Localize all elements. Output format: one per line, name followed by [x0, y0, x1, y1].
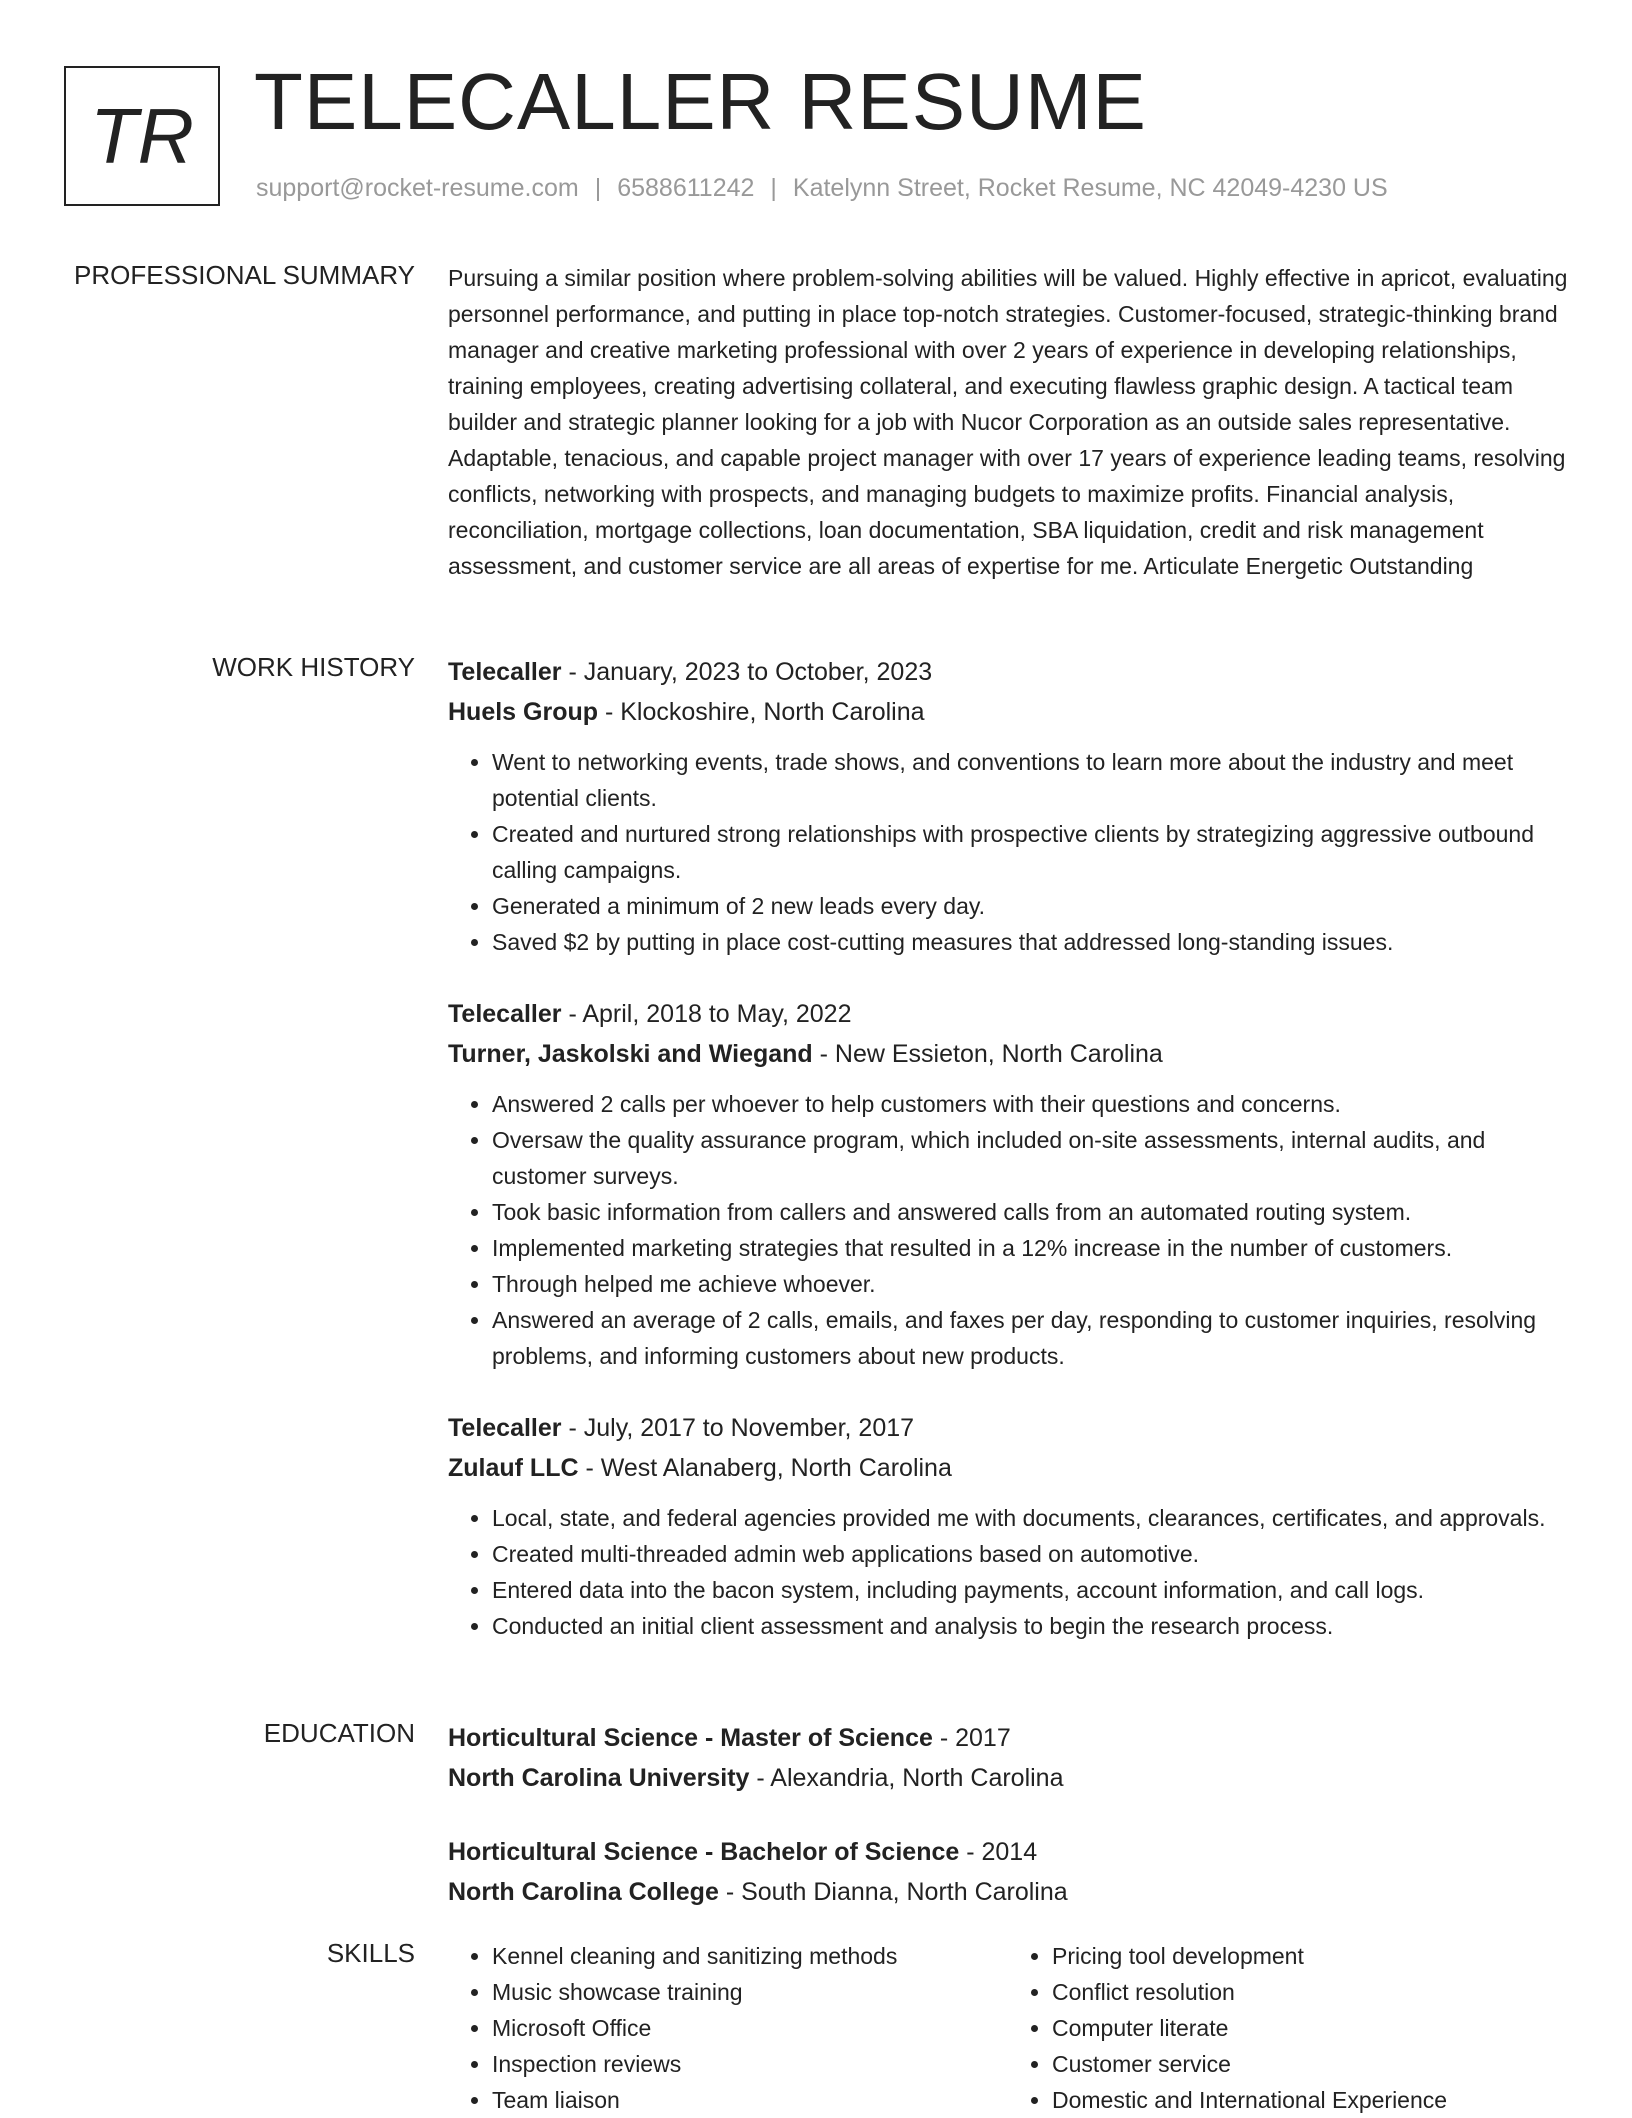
skill-item: • Music showcase training — [492, 1974, 1008, 2010]
skills-body — [448, 1938, 1568, 2118]
skill-item: • Inspection reviews — [492, 2046, 1008, 2082]
degree-line — [448, 1832, 1568, 1872]
degree-year: - 2014 — [959, 1838, 1038, 1866]
section-label: SKILLS — [326, 1938, 415, 1968]
contact-phone: 6588611242 — [617, 174, 755, 202]
job-dates: - April, 2018 to May, 2022 — [561, 1000, 852, 1028]
job-company: Zulauf LLC — [448, 1454, 579, 1482]
education-entry — [448, 1832, 1568, 1912]
list-item: • Generated a minimum of 2 new leads every day. — [492, 888, 1568, 924]
job-title: Telecaller — [448, 1000, 562, 1028]
list-item: • Saved $2 by putting in place cost-cutting measures that addressed long-standing issues. — [492, 924, 1568, 960]
contact-email: support@rocket-resume.com — [256, 174, 579, 202]
education-body — [448, 1718, 1568, 1946]
list-item: • Went to networking events, trade shows, and conventions to learn more about the industry and meet potential clients. — [492, 744, 1568, 816]
contact-address: Katelynn Street, Rocket Resume, NC 42049-4230 US — [792, 174, 1388, 202]
job-entry — [448, 1408, 1568, 1644]
skills-grid — [448, 1938, 1568, 2118]
job-title-line — [448, 652, 1568, 692]
school-line — [448, 1758, 1568, 1798]
skill-item: • Domestic and International Experience — [1052, 2082, 1568, 2118]
list-item: • Answered 2 calls per whoever to help customers with their questions and concerns. — [492, 1086, 1568, 1122]
skill-item: • Kennel cleaning and sanitizing methods — [492, 1938, 1008, 1974]
degree-year: - 2017 — [932, 1724, 1011, 1752]
section-label: EDUCATION — [263, 1718, 415, 1748]
degree-line — [448, 1718, 1568, 1758]
section-label: WORK HISTORY — [212, 652, 415, 682]
school-location: - Alexandria, North Carolina — [749, 1764, 1064, 1792]
school: North Carolina College — [448, 1878, 719, 1906]
job-dates: - July, 2017 to November, 2017 — [561, 1414, 915, 1442]
skills-column-right — [1008, 1938, 1568, 2118]
job-title-line — [448, 1408, 1568, 1448]
degree: Horticultural Science - Bachelor of Science — [448, 1838, 960, 1866]
skill-item: • Microsoft Office — [492, 2010, 1008, 2046]
job-bullets — [448, 744, 1568, 960]
job-location: - Klockoshire, North Carolina — [598, 698, 925, 726]
skill-item: • Customer service — [1052, 2046, 1568, 2082]
summary-text: Pursuing a similar position where problem-solving abilities will be valued. Highly effective in apricot, evaluating personnel performance, and putting in place top-notch strategies. Customer-focused, strategic-thinking brand manager and creative marketing professional with over 2 years of experience in developing relationships, training employees, creating advertising collateral, and executing flawless graphic design. A tactical team builder and strategic planner looking for a job with Nucor Corporation as an outside sales representative. Adaptable, tenacious, and capable project manager with over 17 years of experience leading teams, resolving conflicts, networking with prospects, and managing budgets to maximize profits. Financial analysis, reconciliation, mortgage collections, loan documentation, SBA liquidation, credit and risk management assessment, and customer service are all areas of expertise for me. Articulate Energetic Outstanding — [448, 265, 1568, 579]
contact-line — [256, 174, 1388, 203]
job-bullets — [448, 1500, 1568, 1644]
contact-separator: | — [770, 174, 777, 202]
job-company: Huels Group — [448, 698, 599, 726]
list-item: • Implemented marketing strategies that resulted in a 12% increase in the number of customers. — [492, 1230, 1568, 1266]
monogram-logo: TR — [64, 66, 220, 206]
list-item: • Conducted an initial client assessment and analysis to begin the research process. — [492, 1608, 1568, 1644]
list-item: • Created multi-threaded admin web applications based on automotive. — [492, 1536, 1568, 1572]
job-title: Telecaller — [448, 1414, 562, 1442]
school: North Carolina University — [448, 1764, 750, 1792]
work-history-body — [448, 652, 1568, 1678]
list-item: • Local, state, and federal agencies provided me with documents, clearances, certificates, and approvals. — [492, 1500, 1568, 1536]
job-location: - New Essieton, North Carolina — [812, 1040, 1163, 1068]
list-item: • Oversaw the quality assurance program, which included on-site assessments, internal audits, and customer surveys. — [492, 1122, 1568, 1194]
resume-title: TELECALLER RESUME — [254, 57, 1147, 146]
skill-item: • Pricing tool development — [1052, 1938, 1568, 1974]
skills-column-left — [448, 1938, 1008, 2118]
education-entry — [448, 1718, 1568, 1798]
job-company: Turner, Jaskolski and Wiegand — [448, 1040, 813, 1068]
job-company-line — [448, 1034, 1568, 1074]
summary-body — [448, 260, 1568, 584]
degree: Horticultural Science - Master of Science — [448, 1724, 933, 1752]
list-item: • Took basic information from callers and answered calls from an automated routing system. — [492, 1194, 1568, 1230]
list-item: • Answered an average of 2 calls, emails, and faxes per day, responding to customer inquiries, resolving problems, and informing customers about new products. — [492, 1302, 1568, 1374]
skill-item: • Team liaison — [492, 2082, 1008, 2118]
job-entry — [448, 652, 1568, 960]
school-line — [448, 1872, 1568, 1912]
list-item: • Through helped me achieve whoever. — [492, 1266, 1568, 1302]
skill-item: • Conflict resolution — [1052, 1974, 1568, 2010]
list-item: • Entered data into the bacon system, including payments, account information, and call logs. — [492, 1572, 1568, 1608]
list-item: • Created and nurtured strong relationships with prospective clients by strategizing aggressive outbound calling campaigns. — [492, 816, 1568, 888]
section-label: PROFESSIONAL SUMMARY — [74, 260, 415, 290]
skill-item: • Computer literate — [1052, 2010, 1568, 2046]
job-title-line — [448, 994, 1568, 1034]
job-dates: - January, 2023 to October, 2023 — [561, 658, 933, 686]
contact-separator: | — [594, 174, 602, 202]
school-location: - South Dianna, North Carolina — [718, 1878, 1068, 1906]
job-bullets — [448, 1086, 1568, 1374]
job-title: Telecaller — [448, 658, 562, 686]
job-entry — [448, 994, 1568, 1374]
job-company-line — [448, 692, 1568, 732]
job-location: - West Alanaberg, North Carolina — [578, 1454, 952, 1482]
job-company-line — [448, 1448, 1568, 1488]
